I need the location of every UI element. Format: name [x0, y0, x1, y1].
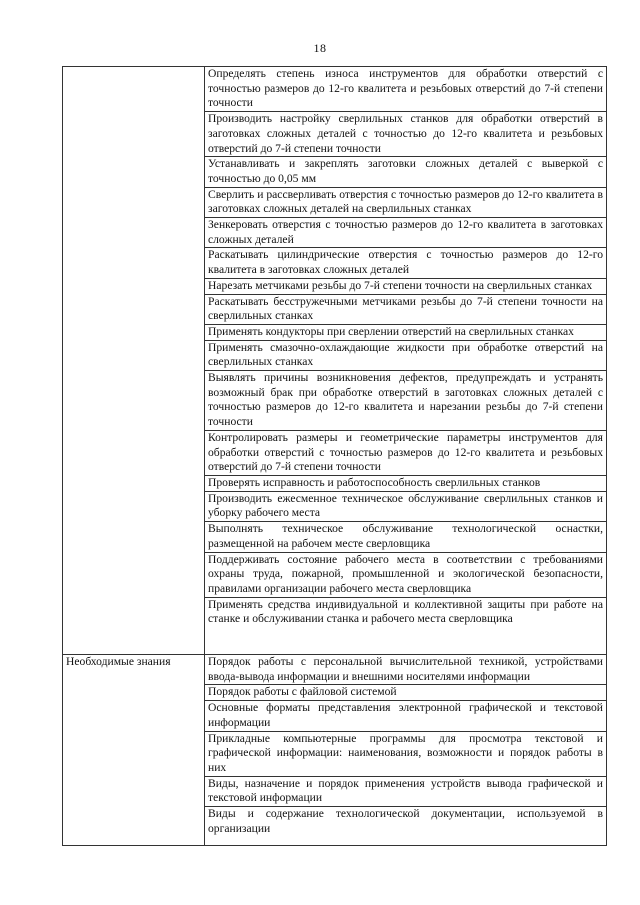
requirement-item: Применять кондукторы при сверлении отверстий на сверлильных станках [205, 325, 606, 341]
requirements-table [62, 66, 607, 846]
requirement-item: Основные форматы представления электронной графической и текстовой информации [205, 701, 606, 731]
requirement-item: Прикладные компьютерные программы для просмотра текстовой и графической информации: наименования, возможности и порядок работы в них [205, 732, 606, 777]
requirement-item: Виды, назначение и порядок применения устройств вывода графической и текстовой информации [205, 777, 606, 807]
requirement-item: Выполнять техническое обслуживание технологической оснастки, размещенной на рабочем месте сверловщика [205, 522, 606, 552]
page-number: 18 [313, 41, 327, 55]
requirement-item: Раскатывать бесстружечными метчиками резьбы до 7-й степени точности на сверлильных станках [205, 295, 606, 325]
knowledge-row [63, 655, 607, 846]
requirement-item: Зенкеровать отверстия с точностью размеров до 12-го квалитета в заготовках сложных деталей [205, 218, 606, 248]
requirement-item: Порядок работы с персональной вычислительной техникой, устройствами ввода-вывода информации и внешними носителями информации [205, 655, 606, 685]
requirement-item: Сверлить и рассверливать отверстия с точностью размеров до 12-го квалитета в заготовках сложных деталей на сверлильных станках [205, 188, 606, 218]
requirement-item: Производить ежесменное техническое обслуживание сверлильных станков и уборку рабочего места [205, 492, 606, 522]
requirement-item: Применять смазочно-охлаждающие жидкости при обработке отверстий на сверлильных станках [205, 341, 606, 371]
knowledge-label: Необходимые знания [66, 655, 171, 668]
knowledge-label-cell [63, 655, 205, 846]
requirement-item: Порядок работы с файловой системой [205, 685, 606, 701]
requirement-item: Устанавливать и закреплять заготовки сложных деталей с выверкой с точностью до 0,05 мм [205, 157, 606, 187]
requirement-item: Производить настройку сверлильных станков для обработки отверстий в заготовках сложных деталей с точностью до 12-го квалитета и резьбовых отверстий до 7-й степени точности [205, 112, 606, 157]
requirement-item: Раскатывать цилиндрические отверстия с точностью размеров до 12-го квалитета в заготовках сложных деталей [205, 248, 606, 278]
requirement-item: Поддерживать состояние рабочего места в соответствии с требованиями охраны труда, пожарной, промышленной и экологической безопасности, правилами организации рабочего места сверловщика [205, 553, 606, 598]
requirement-item: Выявлять причины возникновения дефектов, предупреждать и устранять возможный брак при обработке отверстий в заготовках сложных деталей с точностью размеров до 12-го квалитета и нарезании резьбы до 7-й степени точности [205, 371, 606, 431]
requirement-item: Нарезать метчиками резьбы до 7-й степени точности на сверлильных станках [205, 279, 606, 295]
requirement-item: Проверять исправность и работоспособность сверлильных станков [205, 476, 606, 492]
knowledge-list-cell [205, 655, 607, 846]
skills-label-cell [63, 67, 205, 655]
requirement-item: Применять средства индивидуальной и коллективной защиты при работе на станке и обслуживании станка и рабочего места сверловщика [208, 597, 603, 626]
knowledge-list [205, 655, 606, 845]
requirement-item: Контролировать размеры и геометрические параметры инструментов для обработки отверстий с точностью размеров до 12-го квалитета и резьбовых отверстий до 7-й степени точности [205, 431, 606, 476]
skills-list-cell [205, 67, 607, 655]
requirement-item: Определять степень износа инструментов для обработки отверстий с точностью размеров до 12-го квалитета и резьбовых отверстий до 7-й степени точности [205, 67, 606, 112]
skills-list [205, 67, 606, 654]
skills-row [63, 67, 607, 655]
requirement-item: Виды и содержание технологической документации, используемой в организации [208, 807, 603, 835]
